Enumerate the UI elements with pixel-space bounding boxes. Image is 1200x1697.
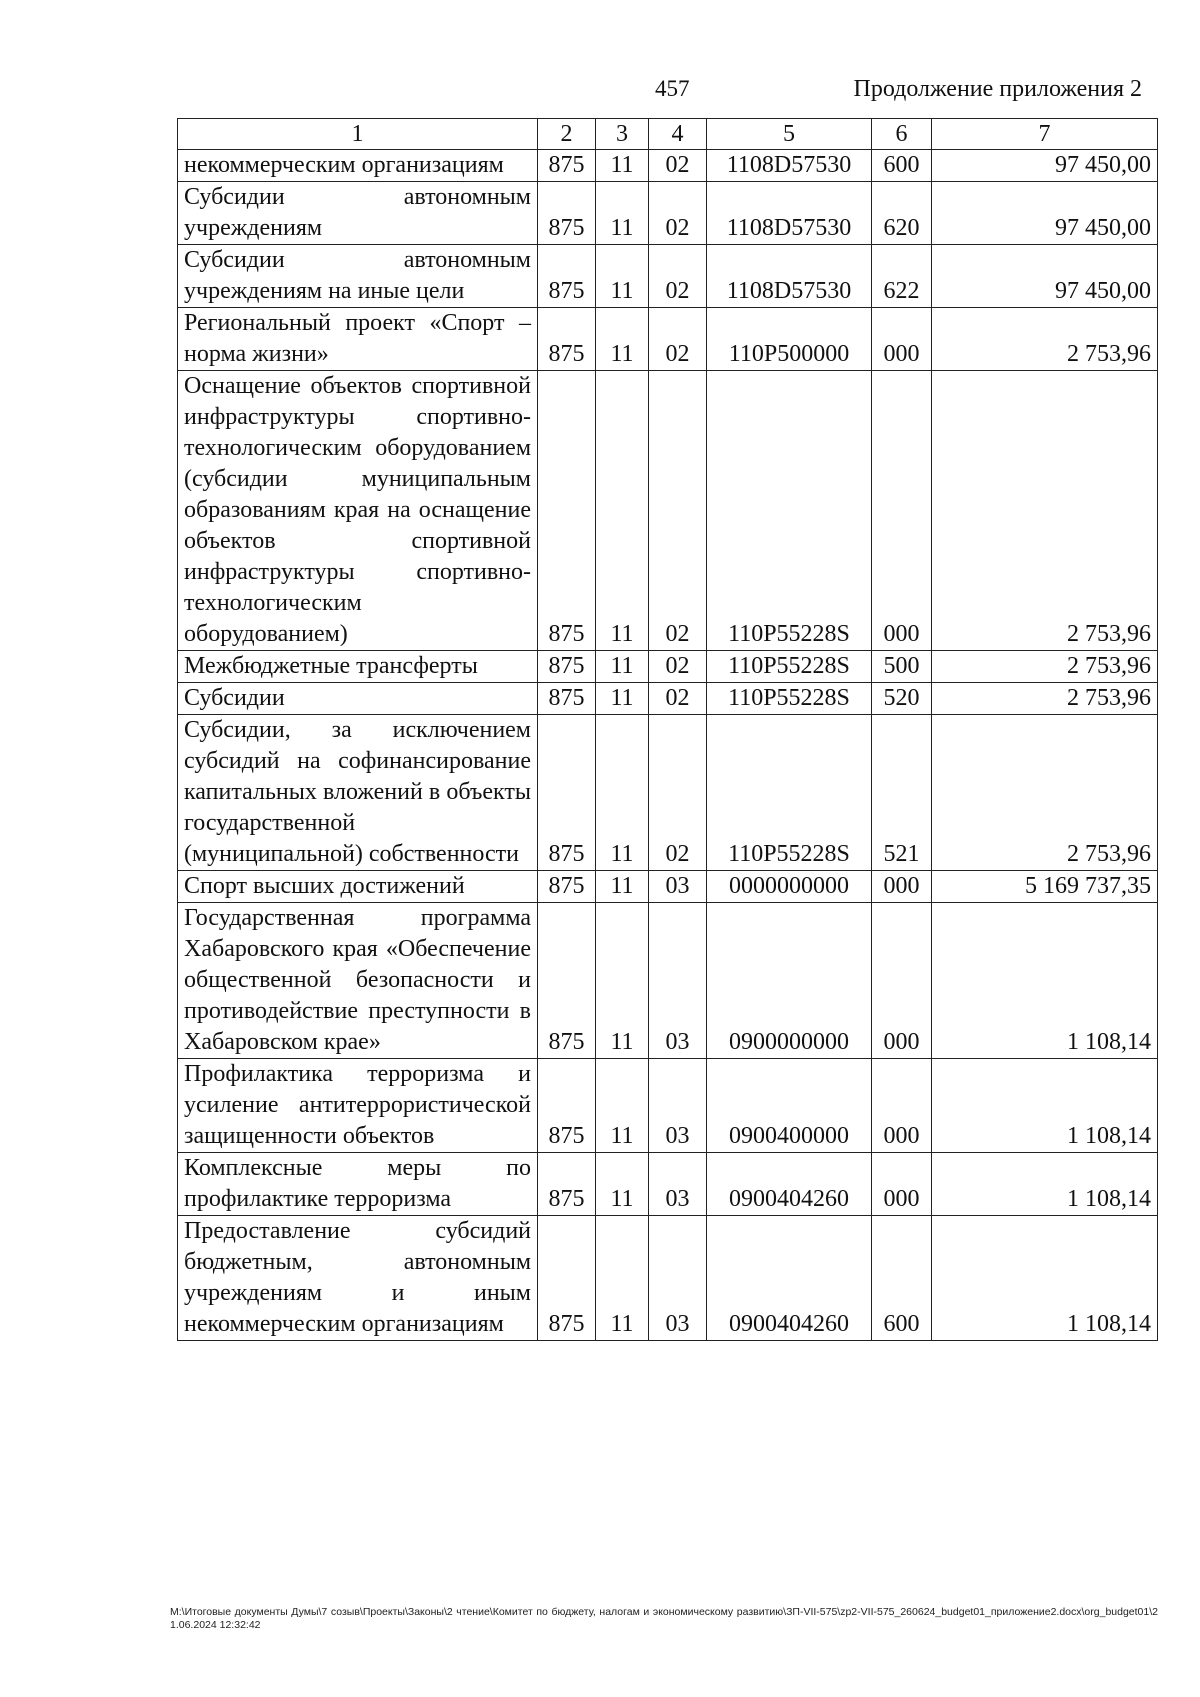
col4-cell: 02 [649, 651, 707, 683]
row-name-cell: Профилактика терроризма и усиление антитеррористической защищенности объектов [178, 1059, 538, 1153]
col3-cell: 11 [596, 308, 649, 371]
col2-cell: 875 [538, 1153, 596, 1216]
col5-cell: 0000000000 [707, 871, 872, 903]
col6-cell: 000 [872, 371, 932, 651]
row-name-cell: Предоставление субсидий бюджетным, автономным учреждениям и иным некоммерческим организациям [178, 1216, 538, 1341]
col5-cell: 0900000000 [707, 903, 872, 1059]
col2-cell: 875 [538, 871, 596, 903]
row-name-cell: некоммерческим организациям [178, 150, 538, 182]
col4-cell: 02 [649, 150, 707, 182]
column-header: 4 [649, 119, 707, 150]
col6-cell: 500 [872, 651, 932, 683]
table-row [178, 150, 1158, 182]
col3-cell: 11 [596, 1216, 649, 1341]
amount-cell: 2 753,96 [932, 308, 1158, 371]
col6-cell: 000 [872, 1059, 932, 1153]
table-row [178, 1059, 1158, 1153]
col6-cell: 600 [872, 150, 932, 182]
col2-cell: 875 [538, 150, 596, 182]
amount-cell: 97 450,00 [932, 150, 1158, 182]
budget-table [177, 118, 1158, 1341]
column-header: 1 [178, 119, 538, 150]
col4-cell: 03 [649, 1059, 707, 1153]
table-row [178, 871, 1158, 903]
col6-cell: 622 [872, 245, 932, 308]
col3-cell: 11 [596, 245, 649, 308]
col2-cell: 875 [538, 683, 596, 715]
col5-cell: 0900404260 [707, 1216, 872, 1341]
col6-cell: 000 [872, 871, 932, 903]
row-name-cell: Спорт высших достижений [178, 871, 538, 903]
row-name-cell: Комплексные меры по профилактике терроризма [178, 1153, 538, 1216]
table-row [178, 715, 1158, 871]
col3-cell: 11 [596, 182, 649, 245]
col5-cell: 1108D57530 [707, 182, 872, 245]
col3-cell: 11 [596, 1059, 649, 1153]
col4-cell: 03 [649, 1216, 707, 1341]
col4-cell: 02 [649, 683, 707, 715]
col2-cell: 875 [538, 1059, 596, 1153]
continuation-caption: Продолжение приложения 2 [853, 76, 1142, 102]
row-name-cell: Субсидии, за исключением субсидий на софинансирование капитальных вложений в объекты государственной (муниципальной) собственности [178, 715, 538, 871]
table-row [178, 371, 1158, 651]
table-row [178, 182, 1158, 245]
col4-cell: 03 [649, 871, 707, 903]
amount-cell: 2 753,96 [932, 371, 1158, 651]
footer-file-path: M:\Итоговые документы Думы\7 созыв\Проекты\Законы\2 чтение\Комитет по бюджету, налогам и экономическому развитию\ЗП-VII-575\zp2-VII-575_260624_budget01_приложение2.docx\org_budget01\21.06.2024 12:32:42 [170, 1606, 1158, 1631]
col3-cell: 11 [596, 683, 649, 715]
col5-cell: 110P55228S [707, 651, 872, 683]
column-header: 5 [707, 119, 872, 150]
col5-cell: 1108D57530 [707, 245, 872, 308]
col6-cell: 000 [872, 308, 932, 371]
col5-cell: 0900400000 [707, 1059, 872, 1153]
col5-cell: 1108D57530 [707, 150, 872, 182]
table-row [178, 903, 1158, 1059]
col3-cell: 11 [596, 150, 649, 182]
column-header: 2 [538, 119, 596, 150]
page-number: 457 [655, 76, 690, 101]
col2-cell: 875 [538, 715, 596, 871]
col3-cell: 11 [596, 871, 649, 903]
amount-cell: 1 108,14 [932, 903, 1158, 1059]
col6-cell: 520 [872, 683, 932, 715]
amount-cell: 2 753,96 [932, 651, 1158, 683]
col2-cell: 875 [538, 245, 596, 308]
col2-cell: 875 [538, 903, 596, 1059]
col6-cell: 521 [872, 715, 932, 871]
amount-cell: 97 450,00 [932, 182, 1158, 245]
col2-cell: 875 [538, 308, 596, 371]
column-header: 7 [932, 119, 1158, 150]
table-row [178, 1216, 1158, 1341]
table-body [178, 150, 1158, 1341]
col4-cell: 03 [649, 903, 707, 1059]
table-row [178, 651, 1158, 683]
column-header: 6 [872, 119, 932, 150]
col4-cell: 02 [649, 182, 707, 245]
table-row [178, 308, 1158, 371]
table-header-row [178, 119, 1158, 150]
amount-cell: 2 753,96 [932, 683, 1158, 715]
col2-cell: 875 [538, 1216, 596, 1341]
col3-cell: 11 [596, 715, 649, 871]
amount-cell: 97 450,00 [932, 245, 1158, 308]
col5-cell: 110P55228S [707, 371, 872, 651]
col6-cell: 600 [872, 1216, 932, 1341]
col2-cell: 875 [538, 371, 596, 651]
col2-cell: 875 [538, 651, 596, 683]
col6-cell: 000 [872, 1153, 932, 1216]
col3-cell: 11 [596, 903, 649, 1059]
col6-cell: 620 [872, 182, 932, 245]
col5-cell: 110P55228S [707, 683, 872, 715]
column-header: 3 [596, 119, 649, 150]
amount-cell: 1 108,14 [932, 1153, 1158, 1216]
amount-cell: 1 108,14 [932, 1216, 1158, 1341]
table-row [178, 1153, 1158, 1216]
col5-cell: 0900404260 [707, 1153, 872, 1216]
col4-cell: 02 [649, 715, 707, 871]
row-name-cell: Оснащение объектов спортивной инфраструктуры спортивно-технологическим оборудованием (субсидии муниципальным образованиям края на оснащение объектов спортивной инфраструктуры спортивно-технологическим оборудованием) [178, 371, 538, 651]
col4-cell: 02 [649, 245, 707, 308]
col5-cell: 110P500000 [707, 308, 872, 371]
col5-cell: 110P55228S [707, 715, 872, 871]
row-name-cell: Субсидии [178, 683, 538, 715]
row-name-cell: Межбюджетные трансферты [178, 651, 538, 683]
row-name-cell: Региональный проект «Спорт – норма жизни» [178, 308, 538, 371]
amount-cell: 2 753,96 [932, 715, 1158, 871]
col3-cell: 11 [596, 371, 649, 651]
col4-cell: 03 [649, 1153, 707, 1216]
col4-cell: 02 [649, 371, 707, 651]
row-name-cell: Субсидии автономным учреждениям на иные цели [178, 245, 538, 308]
col3-cell: 11 [596, 651, 649, 683]
col2-cell: 875 [538, 182, 596, 245]
table-row [178, 245, 1158, 308]
amount-cell: 5 169 737,35 [932, 871, 1158, 903]
col6-cell: 000 [872, 903, 932, 1059]
col4-cell: 02 [649, 308, 707, 371]
row-name-cell: Государственная программа Хабаровского края «Обеспечение общественной безопасности и противодействие преступности в Хабаровском крае» [178, 903, 538, 1059]
table-row [178, 683, 1158, 715]
row-name-cell: Субсидии автономным учреждениям [178, 182, 538, 245]
col3-cell: 11 [596, 1153, 649, 1216]
amount-cell: 1 108,14 [932, 1059, 1158, 1153]
